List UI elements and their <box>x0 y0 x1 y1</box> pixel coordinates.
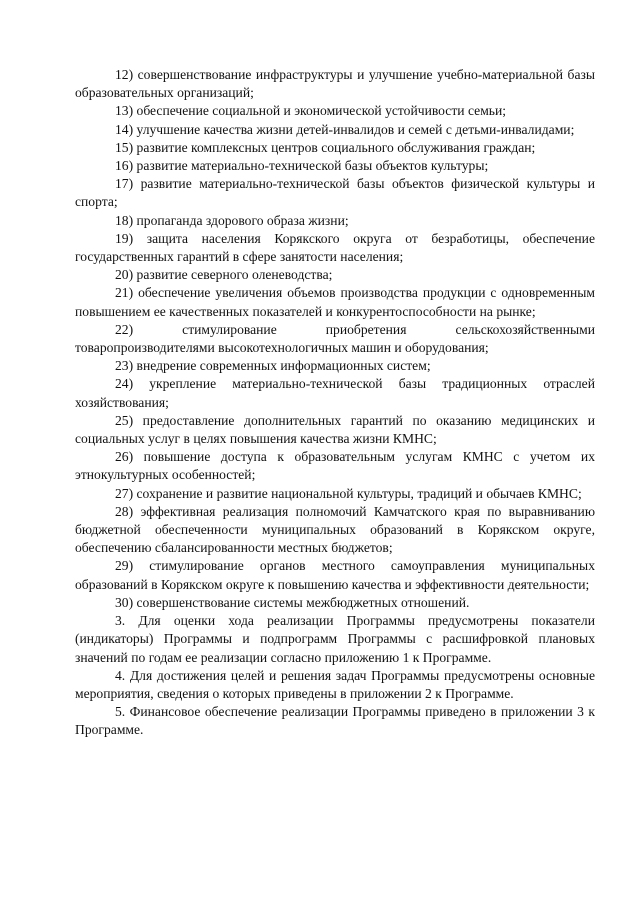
list-item-23: 23) внедрение современных информационных систем; <box>115 358 431 374</box>
list-item-16: 16) развитие материально-технической базы объектов культуры; <box>115 158 489 174</box>
paragraph-3-indicators: 3. Для оценки хода реализации Программы предусмотрены показатели (индикаторы) Программы и подпрограмм Программы с расшифровкой плановых значений по годам ее реализации согласно приложению 1 к Программе. <box>75 613 595 665</box>
list-item-14: 14) улучшение качества жизни детей-инвалидов и семей с детьми-инвалидами; <box>115 121 575 137</box>
list-item-27: 27) сохранение и развитие национальной культуры, традиций и обычаев КМНС; <box>115 485 582 501</box>
list-item-30: 30) совершенствование системы межбюджетных отношений. <box>115 594 470 610</box>
list-item-28: 28) эффективная реализация полномочий Камчатского края по выравниванию бюджетной обеспеченности муниципальных образований в Корякском округе, обеспечению сбалансированности местных бюджетов; <box>75 503 595 556</box>
list-item-26: 26) повышение доступа к образовательным услугам КМНС с учетом их этнокультурных особенностей; <box>75 449 595 483</box>
list-item-19: 19) защита населения Корякского округа от безработицы, обеспечение государственных гарантий в сфере занятости населения; <box>75 230 595 265</box>
list-item-17: 17) развитие материально-технической базы объектов физической культуры и спорта; <box>75 176 595 210</box>
list-item-22: 22) стимулирование приобретения сельскохозяйственными товаропроизводителями высокотехнологичных машин и оборудования; <box>75 321 595 356</box>
list-item-21: 21) обеспечение увеличения объемов производства продукции с одновременным повышением ее качественных показателей и конкурентоспособности на рынке; <box>75 285 595 319</box>
list-item-13: 13) обеспечение социальной и экономической устойчивости семьи; <box>115 103 507 119</box>
paragraph-4-measures: 4. Для достижения целей и решения задач Программы предусмотрены основные мероприятия, сведения о которых приведены в приложении 2 к Программе. <box>75 667 595 701</box>
document-page <box>75 66 595 740</box>
list-item-18: 18) пропаганда здорового образа жизни; <box>115 212 349 228</box>
list-item-15: 15) развитие комплексных центров социального обслуживания граждан; <box>115 139 536 155</box>
list-item-20: 20) развитие северного оленеводства; <box>115 267 333 283</box>
list-item-25: 25) предоставление дополнительных гарантий по оказанию медицинских и социальных услуг в целях повышения качества жизни КМНС; <box>75 412 595 447</box>
list-item-24: 24) укрепление материально-технической базы традиционных отраслей хозяйствования; <box>75 376 595 410</box>
list-item-29: 29) стимулирование органов местного самоуправления муниципальных образований в Корякском округе к повышению качества и эффективности деятельности; <box>75 558 595 592</box>
list-item-12: 12) совершенствование инфраструктуры и улучшение учебно-материальной базы образовательных организаций; <box>75 67 595 101</box>
paragraph-5-financing: 5. Финансовое обеспечение реализации Программы приведено в приложении 3 к Программе. <box>75 704 595 738</box>
